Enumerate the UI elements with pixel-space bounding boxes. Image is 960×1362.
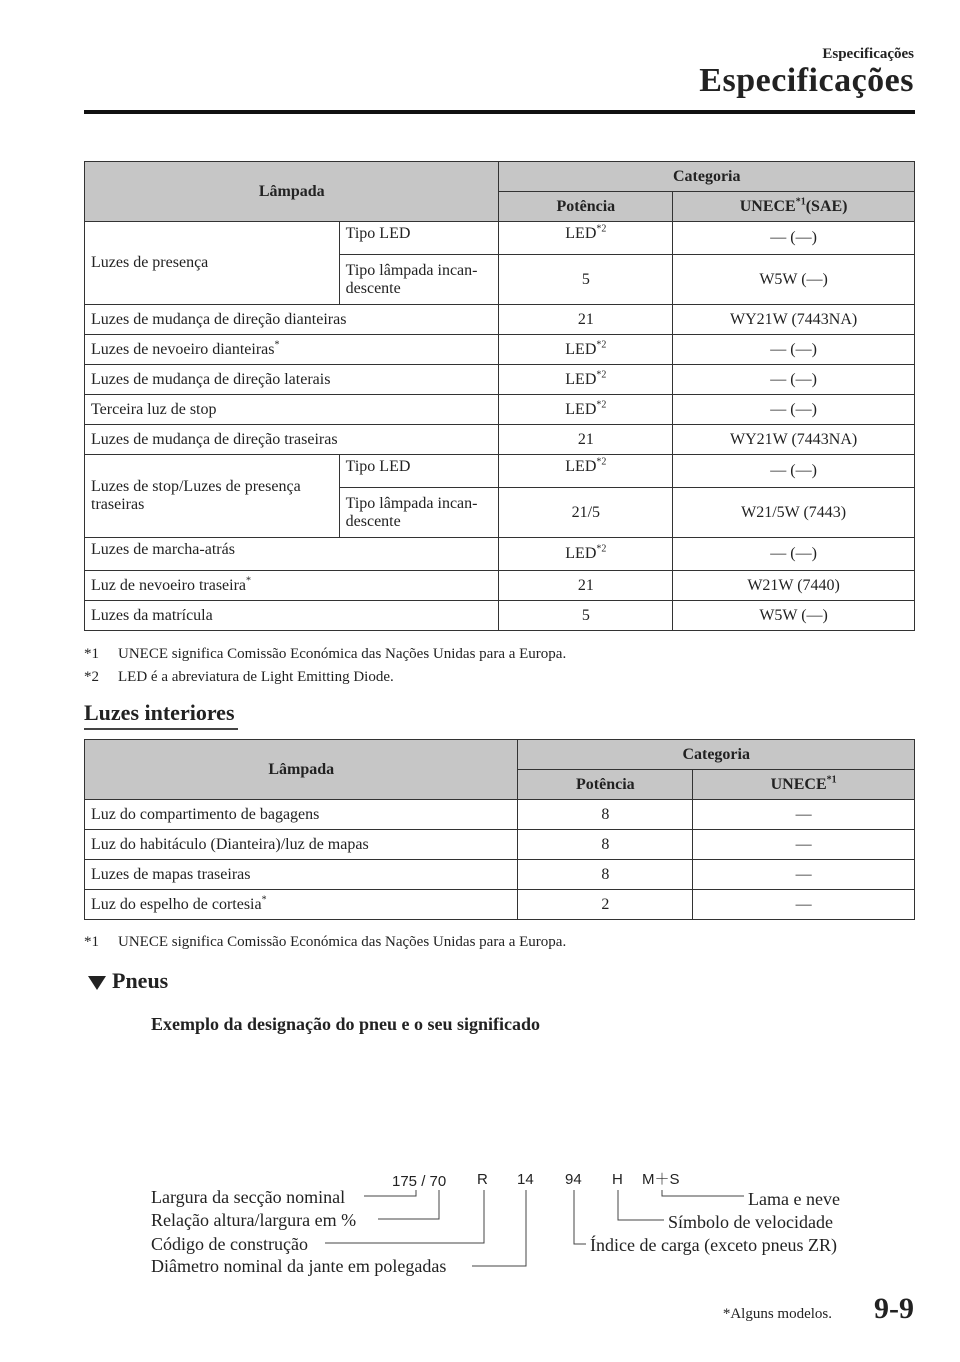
lamp-name: Luzes de presença xyxy=(85,222,340,305)
interior-lights-title: Luzes interiores xyxy=(84,700,235,725)
label-load: Índice de carga (exceto pneus ZR) xyxy=(590,1235,838,1255)
tyres-heading: Pneus xyxy=(88,968,168,994)
power-value: LED$^{*2}$ xyxy=(499,335,673,365)
power-value: LED$^{*2}$ xyxy=(499,365,673,395)
label-ratio: Relação altura/largura em % xyxy=(151,1210,357,1230)
unece-value: — xyxy=(693,890,915,920)
power-value: 5 xyxy=(499,255,673,305)
power-value: LED$^{*2}$ xyxy=(499,538,673,571)
unece-value: — (—) xyxy=(673,455,915,488)
unece-value: W5W (—) xyxy=(673,601,915,631)
leader-ratio xyxy=(378,1190,439,1219)
lamp-name: Luz do compartimento de bagagens xyxy=(85,800,518,830)
unece-value: — (—) xyxy=(673,365,915,395)
power-value: LED$^{*2}$ xyxy=(499,395,673,425)
lamp-name: Luzes de mudança de direção laterais xyxy=(85,365,499,395)
unece-value: — xyxy=(693,830,915,860)
unece-value: W5W (—) xyxy=(673,255,915,305)
footnote-interior-1: *1 UNECE significa Comissão Económica das Nações Unidas para a Europa. xyxy=(84,934,567,950)
unece-value: — (—) xyxy=(673,538,915,571)
section-header-small: Especificações xyxy=(822,46,914,62)
label-speed: Símbolo de velocidade xyxy=(668,1212,833,1232)
lamp-type: Tipo LED xyxy=(339,222,499,255)
unece-value: — (—) xyxy=(673,222,915,255)
header-lampada: Lâmpada xyxy=(85,162,499,222)
power-value: LED$^{*2}$ xyxy=(499,222,673,255)
footnote-2: *2 LED é a abreviatura de Light Emitting Diode. xyxy=(84,669,394,685)
lamp-name: Luzes de mudança de direção dianteiras xyxy=(85,305,499,335)
lamp-name: Terceira luz de stop xyxy=(85,395,499,425)
lamp-name: Luz do habitáculo (Dianteira)/luz de mapas xyxy=(85,830,518,860)
code-speed: H xyxy=(612,1171,623,1188)
unece-value: — (—) xyxy=(673,335,915,365)
power-value: 21 xyxy=(499,571,673,601)
header-lampada: Lâmpada xyxy=(85,740,518,800)
code-rim: 14 xyxy=(517,1171,534,1188)
power-value: 21 xyxy=(499,305,673,335)
section-header-title: Especificações xyxy=(699,62,914,99)
unece-value: W21/5W (7443) xyxy=(673,488,915,538)
power-value: 8 xyxy=(518,800,693,830)
header-potencia: Potência xyxy=(499,192,673,222)
lamp-name: Luzes de stop/Luzes de presença traseiras xyxy=(85,455,340,538)
footer-note: *Alguns modelos. xyxy=(722,1306,832,1322)
unece-value: — xyxy=(693,860,915,890)
leader-load xyxy=(574,1190,586,1244)
leader-speed xyxy=(618,1190,664,1220)
lamp-name: Luz de nevoeiro traseira* xyxy=(85,571,499,601)
unece-value: W21W (7440) xyxy=(673,571,915,601)
code-width-ratio: 175 / 70 xyxy=(392,1173,447,1190)
unece-value: — (—) xyxy=(673,395,915,425)
lamp-type: Tipo lâmpada incan- descente xyxy=(339,488,499,538)
power-value: 2 xyxy=(518,890,693,920)
lamp-name: Luzes da matrícula xyxy=(85,601,499,631)
lamp-name: Luzes de mapas traseiras xyxy=(85,860,518,890)
code-construction: R xyxy=(477,1171,488,1188)
label-width: Largura da secção nominal xyxy=(151,1187,346,1207)
power-value: 21/5 xyxy=(499,488,673,538)
unece-value: WY21W (7443NA) xyxy=(673,425,915,455)
lamp-type: Tipo lâmpada incan- descente xyxy=(339,255,499,305)
footnote-1: *1 UNECE significa Comissão Económica das Nações Unidas para a Europa. xyxy=(84,646,567,662)
tyre-example-title: Exemplo da designação do pneu e o seu significado xyxy=(151,1014,541,1034)
power-value: 8 xyxy=(518,830,693,860)
header-categoria: Categoria xyxy=(518,740,915,770)
page-number: 9-9 xyxy=(874,1292,914,1325)
code-load: 94 xyxy=(565,1171,582,1188)
power-value: 8 xyxy=(518,860,693,890)
header-categoria: Categoria xyxy=(499,162,915,192)
leader-rim xyxy=(472,1190,526,1266)
power-value: 5 xyxy=(499,601,673,631)
unece-value: — xyxy=(693,800,915,830)
leader-width xyxy=(364,1190,416,1196)
header-unece: UNECE$^{*1}$ xyxy=(693,770,915,800)
label-mud-snow: Lama e neve xyxy=(748,1189,840,1209)
code-mud-snow: M＋S xyxy=(642,1171,680,1188)
label-construction: Código de construção xyxy=(151,1234,308,1254)
header-unece: UNECE$^{*1}$(SAE) xyxy=(673,192,915,222)
lamp-name: Luz do espelho de cortesia* xyxy=(85,890,518,920)
lamp-type: Tipo LED xyxy=(339,455,499,488)
lamp-name: Luzes de mudança de direção traseiras xyxy=(85,425,499,455)
power-value: LED$^{*2}$ xyxy=(499,455,673,488)
lamp-name: Luzes de marcha-atrás xyxy=(85,538,499,571)
leader-mud xyxy=(662,1190,744,1196)
label-rim: Diâmetro nominal da jante em polegadas xyxy=(151,1256,447,1276)
lamp-name: Luzes de nevoeiro dianteiras* xyxy=(85,335,499,365)
header-potencia: Potência xyxy=(518,770,693,800)
power-value: 21 xyxy=(499,425,673,455)
unece-value: WY21W (7443NA) xyxy=(673,305,915,335)
